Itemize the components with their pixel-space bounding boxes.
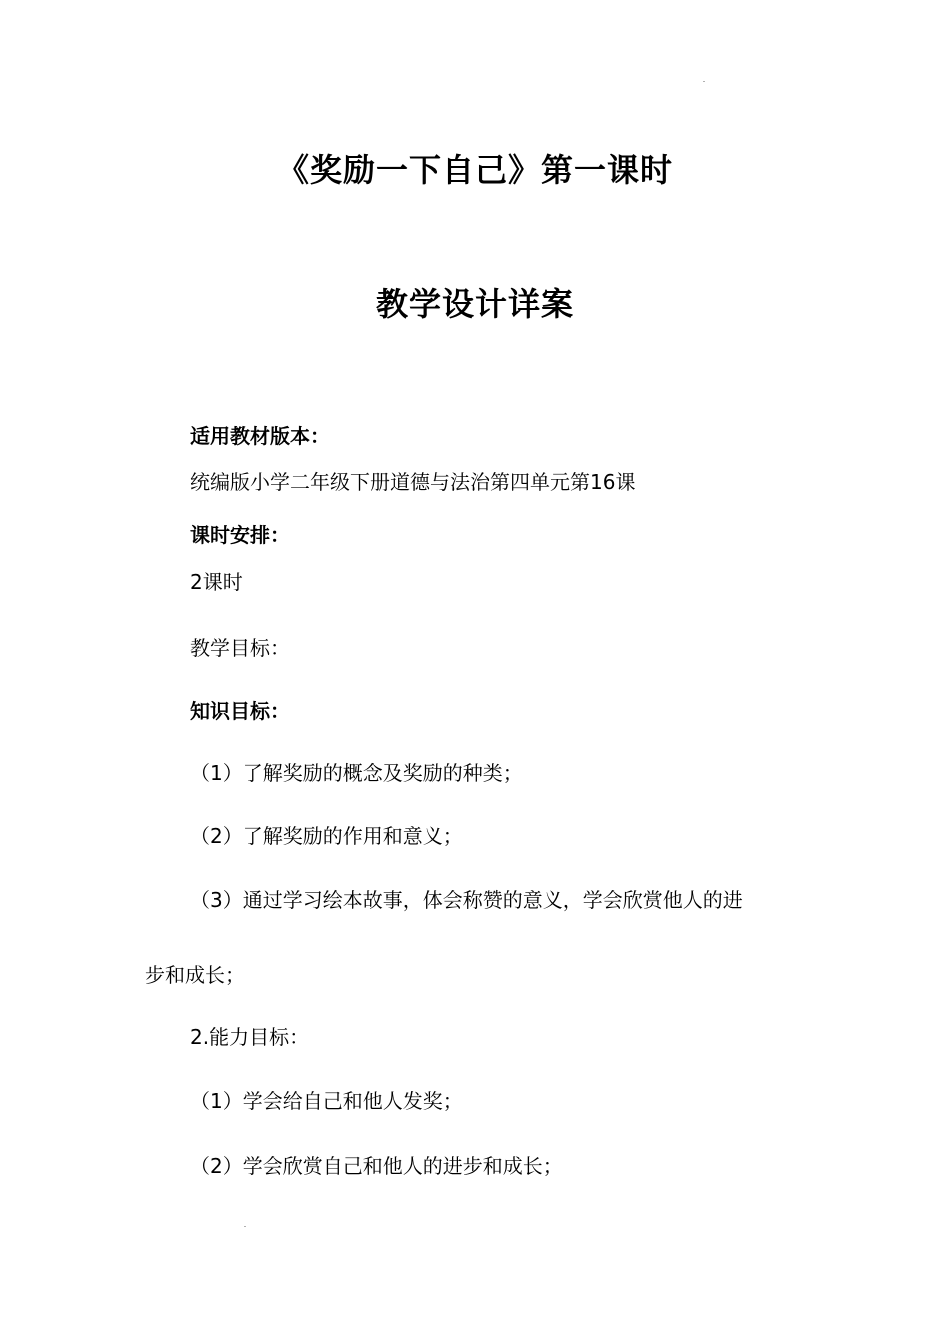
knowledge-item-3-continuation: 步和成长； [145,963,245,987]
textbook-label: 适用教材版本： [190,424,330,448]
knowledge-item-2: （2）了解奖励的作用和意义； [190,824,463,848]
objectives-heading: 教学目标： [190,636,290,660]
knowledge-heading: 知识目标： [190,699,290,723]
schedule-value: 2课时 [190,570,243,594]
ability-item-2: （2）学会欣赏自己和他人的进步和成长； [190,1154,563,1178]
textbook-value: 统编版小学二年级下册道德与法治第四单元第16课 [190,470,636,494]
document-subtitle: 教学设计详案 [375,285,574,323]
document-title: 《奖励一下自己》第一课时 [276,151,673,189]
scan-dot [703,81,705,82]
ability-item-1: （1）学会给自己和他人发奖； [190,1089,463,1113]
ability-heading: 2.能力目标： [190,1025,310,1049]
knowledge-item-1: （1）了解奖励的概念及奖励的种类； [190,761,523,785]
knowledge-item-3: （3）通过学习绘本故事，体会称赞的意义，学会欣赏他人的进 [190,888,743,912]
scan-dot [244,1226,246,1227]
schedule-label: 课时安排： [190,523,290,547]
